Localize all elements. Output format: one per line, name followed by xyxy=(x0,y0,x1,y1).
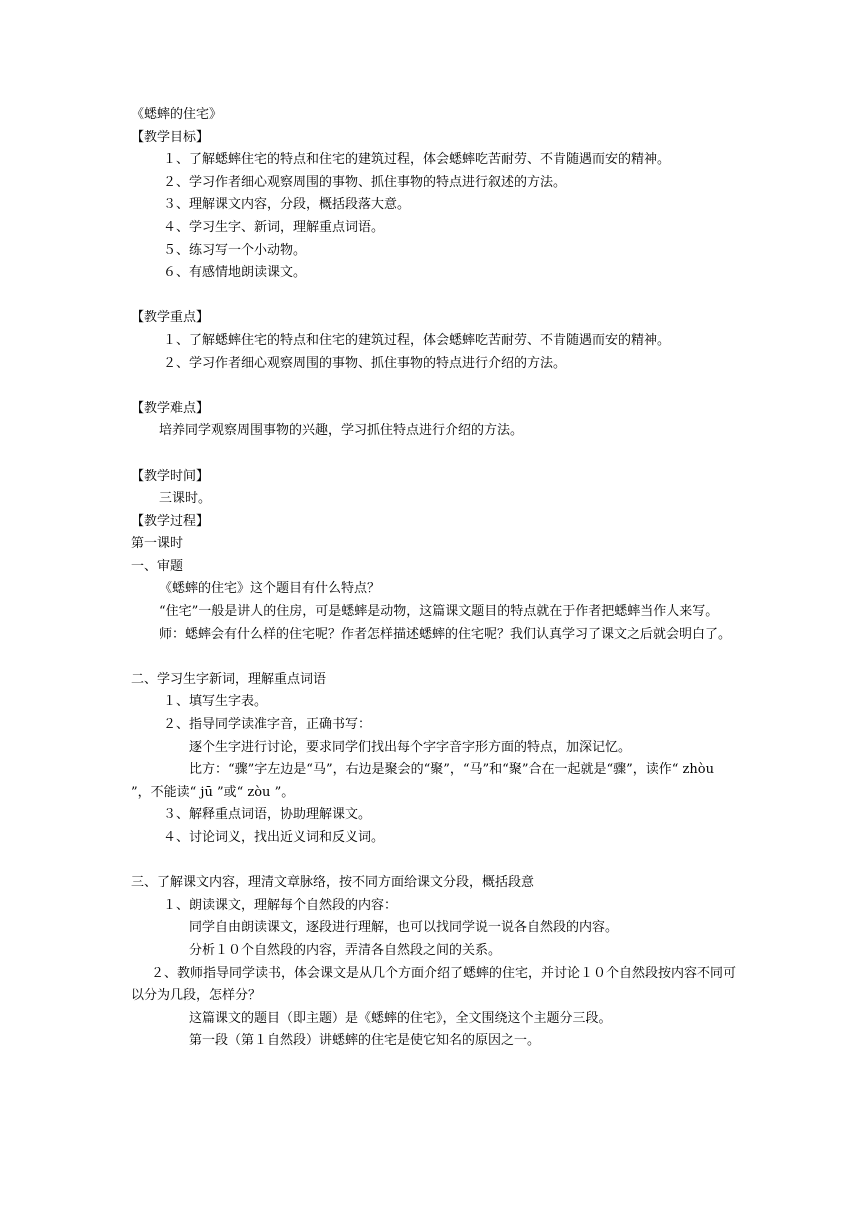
section-heading: 三、了解课文内容，理清文章脉络，按不同方面给课文分段，概括段意 xyxy=(131,875,535,891)
list-item: ２、教师指导同学读书，体会课文是从几个方面介绍了蟋蟀的住宅，并讨论１０个自然段按内容不同可以分为几段，怎样分？ xyxy=(131,965,737,1004)
sub-paragraph: 逐个生字进行讨论，要求同学们找出每个字字音字形方面的特点，加深记忆。 xyxy=(189,739,632,755)
document-page xyxy=(131,104,737,1053)
difficulties-text: 培养同学观察周围事物的兴趣，学习抓住特点进行介绍的方法。 xyxy=(159,423,524,439)
key-points-heading: 【教学重点】 xyxy=(131,310,210,326)
paragraph: “住宅”一般是讲人的住房，可是蟋蟀是动物，这篇课文题目的特点就在于作者把蟋蟀当作人来写。 xyxy=(159,604,719,620)
objective-item: ３、理解课文内容，分段，概括段落大意。 xyxy=(163,197,411,213)
list-item: １、朗读课文，理解每个自然段的内容： xyxy=(163,897,398,913)
objective-item: ６、有感情地朗读课文。 xyxy=(163,265,307,281)
sub-paragraph: 分析１０个自然段的内容，弄清各自然段之间的关系。 xyxy=(189,942,502,958)
spacer xyxy=(131,646,737,669)
objective-item: ５、练习写一个小动物。 xyxy=(163,242,307,258)
section-heading: 二、学习生字新词，理解重点词语 xyxy=(131,671,327,687)
sub-paragraph: 同学自由朗读课文，逐段进行理解，也可以找同学说一说各自然段的内容。 xyxy=(189,920,619,936)
list-item: ４、讨论词义，找出近义词和反义词。 xyxy=(163,830,385,845)
section-heading: 一、审题 xyxy=(131,558,184,574)
key-point-item: ２、学习作者细心观察周围的事物、抓住事物的特点进行介绍的方法。 xyxy=(163,355,567,371)
spacer xyxy=(131,375,737,398)
paragraph: 师：蟋蟀会有什么样的住宅呢？作者怎样描述蟋蟀的住宅呢？我们认真学习了课文之后就会明白了。 xyxy=(159,626,732,642)
difficulties-heading: 【教学难点】 xyxy=(131,400,210,416)
sub-paragraph: 比方：“骤”字左边是“马”，右边是聚会的“聚”，“马”和“聚”合在一起就是“骤”，读作“ zhòu ”，不能读“ jū ”或“ zòu ”。 xyxy=(131,762,714,800)
key-point-item: １、了解蟋蟀住宅的特点和住宅的建筑过程，体会蟋蟀吃苦耐劳、不肯随遇而安的精神。 xyxy=(163,332,671,348)
lesson-label: 第一课时 xyxy=(131,536,184,552)
spacer xyxy=(131,285,737,308)
paragraph: 《蟋蟀的住宅》这个题目有什么特点？ xyxy=(159,581,381,597)
sub-paragraph: 这篇课文的题目（即主题）是《蟋蟀的住宅》，全文围绕这个主题分三段。 xyxy=(189,1010,612,1026)
time-heading: 【教学时间】 xyxy=(131,468,210,484)
list-item: ２、指导同学读准字音，正确书写： xyxy=(163,717,372,733)
list-item: １、填写生字表。 xyxy=(163,694,268,710)
list-item: ３、解释重点词语，协助理解课文。 xyxy=(163,807,372,823)
objective-item: １、了解蟋蟀住宅的特点和住宅的建筑过程，体会蟋蟀吃苦耐劳、不肯随遇而安的精神。 xyxy=(163,152,671,168)
process-heading: 【教学过程】 xyxy=(131,513,210,529)
document-title: 《蟋蟀的住宅》 xyxy=(131,107,223,122)
time-text: 三课时。 xyxy=(159,491,212,507)
spacer xyxy=(131,850,737,873)
objectives-heading: 【教学目标】 xyxy=(131,129,210,145)
sub-paragraph: 第一段（第１自然段）讲蟋蟀的住宅是使它知名的原因之一。 xyxy=(189,1033,541,1049)
objective-item: ４、学习生字、新词，理解重点词语。 xyxy=(163,219,385,235)
spacer xyxy=(131,443,737,466)
objective-item: ２、学习作者细心观察周围的事物、抓住事物的特点进行叙述的方法。 xyxy=(163,174,567,190)
